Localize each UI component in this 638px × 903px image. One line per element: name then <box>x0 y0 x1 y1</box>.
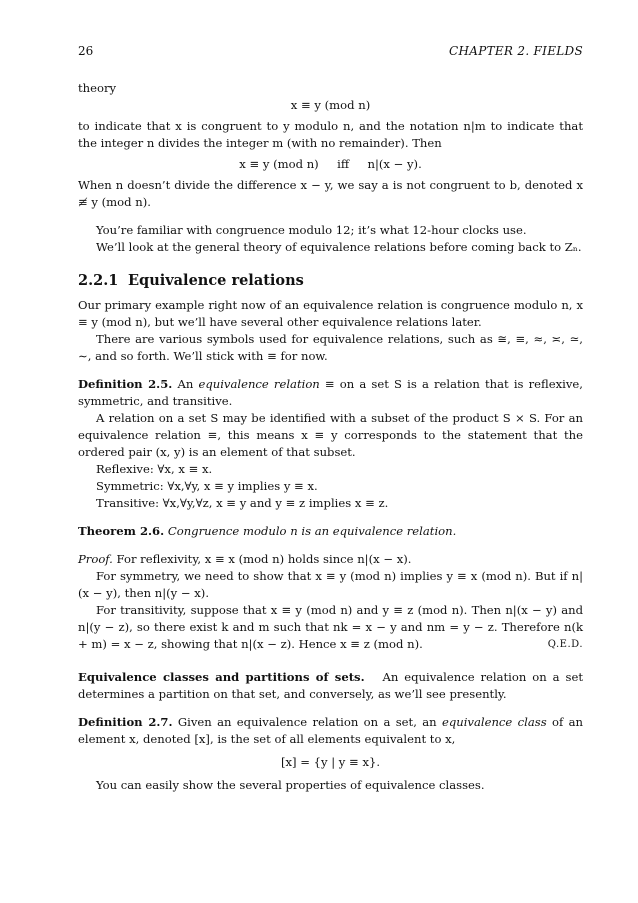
page-number: 26 <box>78 44 94 58</box>
paragraph-properties: You can easily show the several properties of equivalence classes. <box>96 778 485 792</box>
equation-congruence: x ≡ y (mod n) <box>290 98 371 112</box>
equation-iff: x ≡ y (mod n) iff n|(x − y). <box>239 157 422 171</box>
property-symmetric: Symmetric: ∀x,∀y, x ≡ y implies y ≡ x. <box>96 479 318 493</box>
paragraph-equivalence-classes <box>78 669 587 703</box>
proof-symmetry: For symmetry, we need to show that x ≡ y (mod n) implies y ≡ x (mod n). But if n|(x − y), then n|(y − x). <box>78 569 583 600</box>
proof-transitivity <box>78 602 583 653</box>
property-transitive: Transitive: ∀x,∀y,∀z, x ≡ y and y ≡ z implies x ≡ z. <box>96 496 389 510</box>
definition-2-5 <box>78 376 583 410</box>
paragraph-symbols: There are various symbols used for equivalence relations, such as ≅, ≡, ≈, ≍, ≃, ∼, and so forth. We’ll stick with ≡ for now. <box>78 332 583 363</box>
definition-2-5-text-a: An <box>172 377 199 391</box>
theorem-2-6 <box>78 523 583 540</box>
theorem-2-6-label: Theorem 2.6. <box>78 524 165 538</box>
paragraph-primary-example: Our primary example right now of an equivalence relation is congruence modulo n, x ≡ y (mod n), but we’ll have several other equivalence relations later. <box>78 298 583 329</box>
paragraph-theory: theory <box>78 81 117 95</box>
section-title: Equivalence relations <box>128 272 304 289</box>
paragraph-classes-text: An equivalence relation on a set determines a partition on that set, and conversely, as we’ll see presently. <box>78 670 587 701</box>
property-reflexive: Reflexive: ∀x, x ≡ x. <box>96 462 213 476</box>
page-body <box>78 80 587 794</box>
proof-reflexivity <box>78 551 583 568</box>
definition-2-5-label: Definition 2.5. <box>78 377 173 391</box>
qed-mark: Q.E.D. <box>547 639 583 650</box>
definition-2-5-term: equivalence relation <box>198 377 320 391</box>
definition-2-7-text-b: of an element x, denoted [x], is the set of all elements equivalent to x, <box>78 715 584 746</box>
paragraph-not-divide: When n doesn’t divide the difference x − y, we say a is not congruent to b, denoted x ≢ y (mod n). <box>78 178 583 209</box>
definition-2-7-label: Definition 2.7. <box>78 715 173 729</box>
chapter-title: CHAPTER 2. FIELDS <box>448 44 583 58</box>
paragraph-notation: to indicate that x is congruent to y modulo n, and the notation n|m to indicate that the integer n divides the integer m (with no remainder). Then <box>78 119 583 150</box>
equation-class: [x] = {y | y ≡ x}. <box>280 755 381 769</box>
section-number: 2.2.1 <box>78 272 119 289</box>
definition-2-7 <box>78 714 583 748</box>
theorem-2-6-text: Congruence modulo n is an equivalence relation. <box>164 524 457 538</box>
definition-2-5-text-b: ≡ on a set S is a relation that is reflexive, symmetric, and transitive. <box>78 377 583 408</box>
paragraph-general-theory: We’ll look at the general theory of equivalence relations before coming back to Zₙ. <box>96 240 582 254</box>
paragraph-heading-classes: Equivalence classes and partitions of sets. <box>78 670 365 684</box>
paragraph-relation-subset: A relation on a set S may be identified with a subset of the product S × S. For an equivalence relation ≡, this means x ≡ y corresponds to the statement that the ordered pair (x, y) is an element of that subset. <box>78 411 583 459</box>
section-heading <box>78 272 583 289</box>
proof-label: Proof. <box>78 552 113 566</box>
definition-2-7-term: equivalence class <box>441 715 547 729</box>
proof-reflexivity-text: For reflexivity, x ≡ x (mod n) holds since n|(x − x). <box>112 552 412 566</box>
proof-transitivity-text: For transitivity, suppose that x ≡ y (mod n) and y ≡ z (mod n). Then n|(x − y) and n|(y − z), so there exist k and m such that nk = x − y and nm = y − z. Therefore n(k + m) = x − z, showing that n|(x − z). Hence x ≡ z (mod n). <box>78 603 583 651</box>
paragraph-clocks: You’re familiar with congruence modulo 12; it’s what 12-hour clocks use. <box>96 223 527 237</box>
definition-2-7-text-a: Given an equivalence relation on a set, an <box>172 715 442 729</box>
